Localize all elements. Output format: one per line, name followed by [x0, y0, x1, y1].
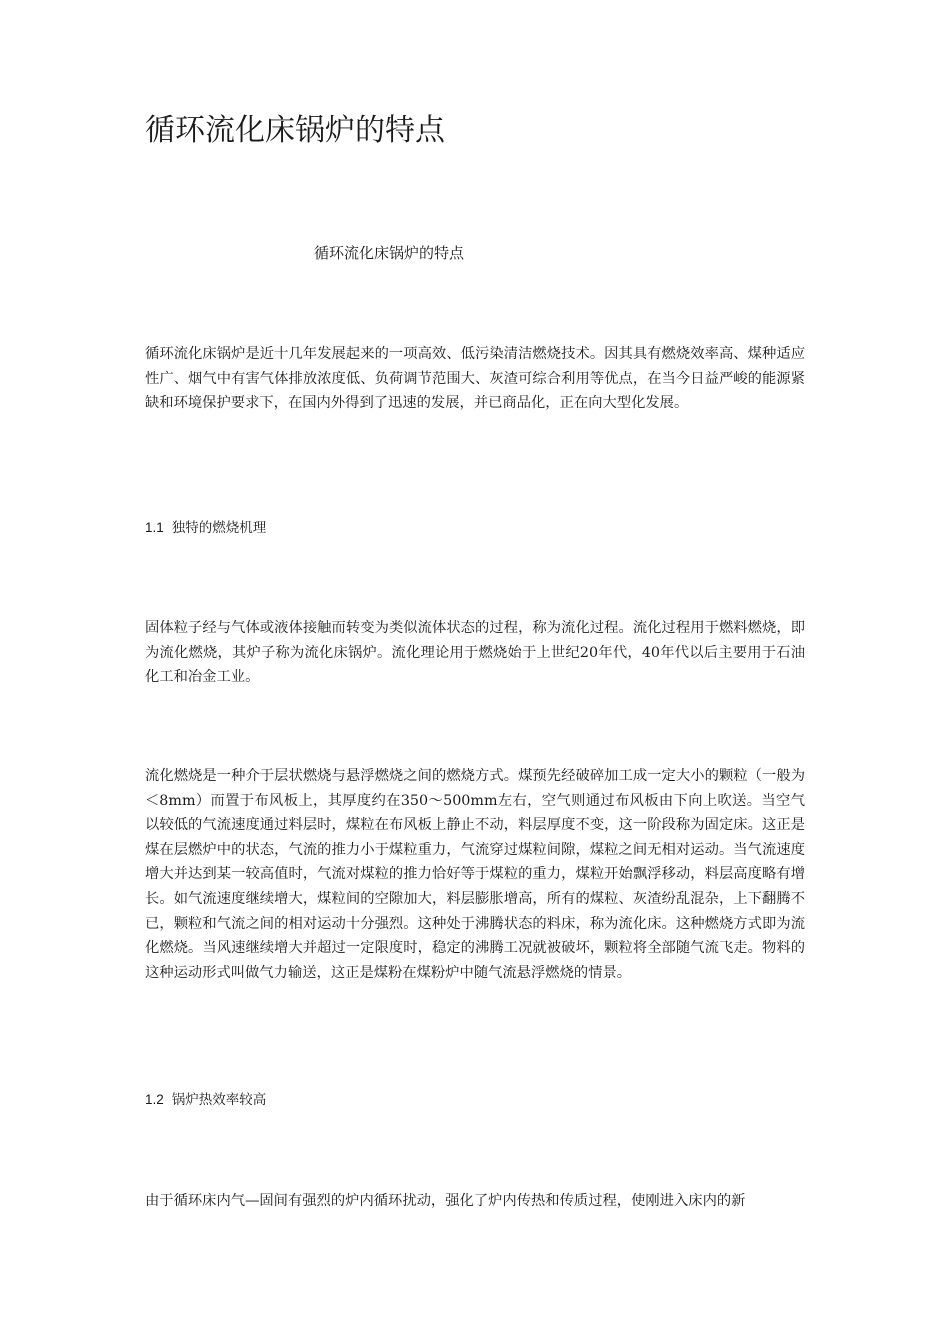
section-title: 锅炉热效率较高 — [171, 1092, 267, 1108]
paragraph-fluidized-combustion: 流化燃烧是一种介于层状燃烧与悬浮燃烧之间的燃烧方式。煤预先经破碎加工成一定大小的颗粒（一般为＜8mm）而置于布风板上，其厚度约在350～500mm左右，空气则通过布风板由下向上吹送。当空气以较低的气流速度通过料层时，煤粒在布风板上静止不动，料层厚度不变，这一阶段称为固定床。这正是煤在层燃炉中的状态，气流的推力小于煤粒重力，气流穿过煤粒间隙，煤粒之间无相对运动。当气流速度增大并达到某一较高值时，气流对煤粒的推力恰好等于煤粒的重力，煤粒开始飘浮移动，料层高度略有增长。如气流速度继续增大，煤粒间的空隙加大，料层膨胀增高，所有的煤粒、灰渣纷乱混杂，上下翻腾不已，颗粒和气流之间的相对运动十分强烈。这种处于沸腾状态的料床，称为流化床。这种燃烧方式即为流化燃烧。当风速继续增大并超过一定限度时，稳定的沸腾工况就被破坏，颗粒将全部随气流飞走。物料的这种运动形式叫做气力输送，这正是煤粉在煤粉炉中随气流悬浮燃烧的情景。 — [145, 768, 805, 981]
document-title: 循环流化床锅炉的特点 — [145, 113, 445, 148]
section-title: 独特的燃烧机理 — [171, 520, 267, 536]
document-subtitle: 循环流化床锅炉的特点 — [314, 244, 465, 262]
paragraph-fluidization: 固体粒子经与气体或液体接触而转变为类似流体状态的过程，称为流化过程。流化过程用于燃料燃烧，即为流化燃烧，其炉子称为流化床锅炉。流化理论用于燃烧始于上世纪20年代，40年代以后主要用于石油化工和冶金工业。 — [145, 620, 805, 686]
paragraph-thermal-efficiency: 由于循环床内气—固间有强烈的炉内循环扰动，强化了炉内传热和传质过程，使刚进入床内的新 — [145, 1193, 746, 1209]
section-heading-1-2 — [145, 1089, 266, 1111]
section-heading-1-1 — [145, 517, 266, 539]
section-number: 1.2 — [145, 1092, 164, 1107]
section-number: 1.1 — [145, 520, 164, 535]
intro-paragraph: 循环流化床锅炉是近十几年发展起来的一项高效、低污染清洁燃烧技术。因其具有燃烧效率高、煤种适应性广、烟气中有害气体排放浓度低、负荷调节范围大、灰渣可综合利用等优点，在当今日益严峻的能源紧缺和环境保护要求下，在国内外得到了迅速的发展，并已商品化，正在向大型化发展。 — [145, 346, 805, 412]
